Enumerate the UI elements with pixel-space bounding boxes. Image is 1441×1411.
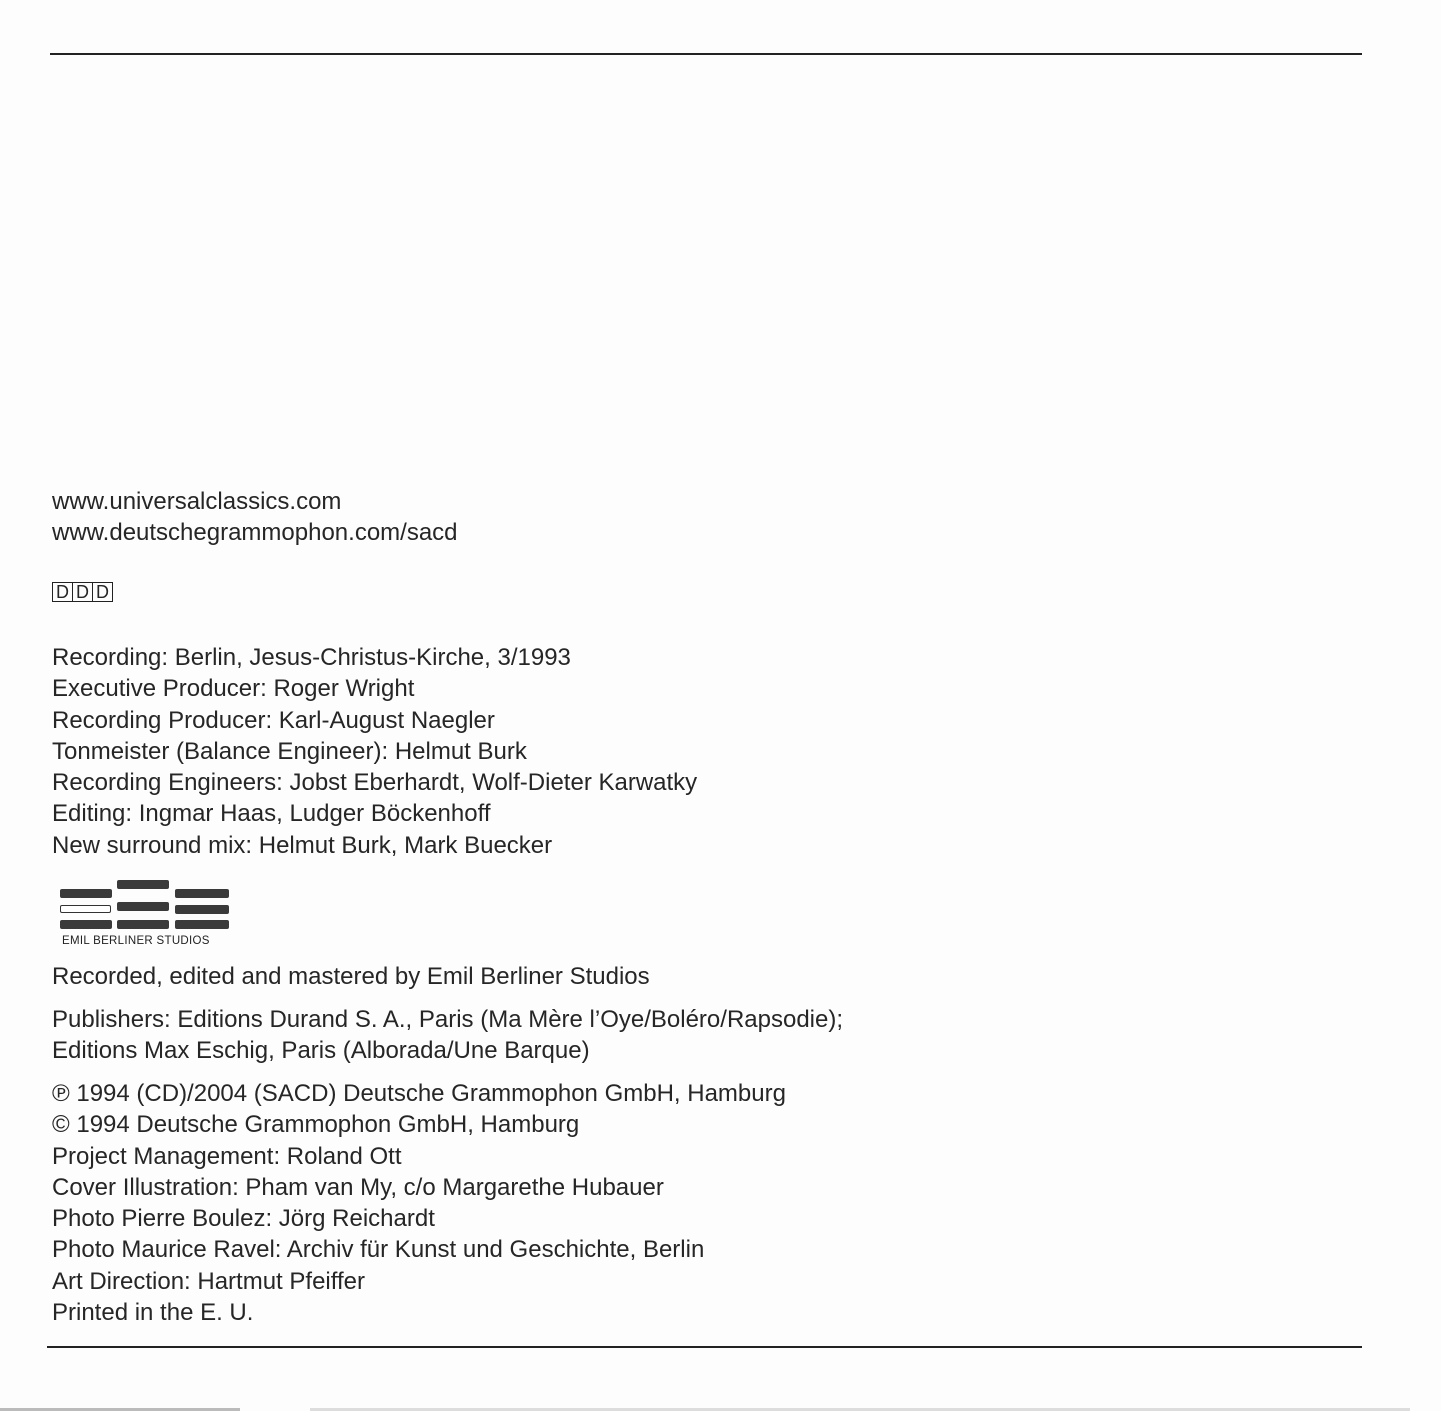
link-universalclassics[interactable]: www.universalclassics.com (52, 488, 342, 515)
credit-line: Tonmeister (Balance Engineer): Helmut Burk (52, 737, 527, 765)
link-deutschegrammophon[interactable]: www.deutschegrammophon.com/sacd (52, 519, 458, 547)
publisher-line: Editions Max Eschig, Paris (Alborada/Une Barque) (52, 1037, 590, 1065)
logo-label: EMIL BERLINER STUDIOS (62, 935, 210, 947)
rights-line: Cover Illustration: Pham van My, c/o Margarethe Hubauer (52, 1173, 664, 1201)
studio-credit-text: Recorded, edited and mastered by Emil Berliner Studios (52, 963, 650, 990)
credit-line: Recording Producer: Karl-August Naegler (52, 706, 495, 734)
credit-line: New surround mix: Helmut Burk, Mark Buecker (52, 831, 553, 859)
studio-credit (52, 961, 650, 992)
recording-credits (52, 642, 697, 861)
spars-letter: D (73, 583, 93, 601)
rights-and-credits (52, 1078, 786, 1328)
publishers (52, 1004, 843, 1067)
credit-line: Recording Engineers: Jobst Eberhardt, Wolf-Dieter Karwatky (52, 769, 698, 797)
rights-line: Photo Pierre Boulez: Jörg Reichardt (52, 1205, 435, 1233)
publisher-line: Publishers: Editions Durand S. A., Paris (Ma Mère l’Oye/Boléro/Rapsodie); (52, 1006, 844, 1033)
rights-line: Photo Maurice Ravel: Archiv für Kunst und Geschichte, Berlin (52, 1236, 705, 1264)
rights-line: Project Management: Roland Ott (52, 1142, 402, 1170)
spars-letter: D (53, 583, 73, 601)
spars-code-badge (52, 582, 113, 602)
rights-line: Printed in the E. U. (52, 1299, 254, 1327)
credit-line: Executive Producer: Roger Wright (52, 675, 415, 703)
rights-line: ℗ 1994 (CD)/2004 (SACD) Deutsche Grammophon GmbH, Hamburg (52, 1080, 786, 1107)
spars-letter: D (96, 582, 109, 602)
credit-line: Recording: Berlin, Jesus-Christus-Kirche, 3/1993 (52, 644, 571, 671)
website-links (52, 486, 458, 549)
top-rule (50, 53, 1362, 55)
credit-line: Editing: Ingmar Haas, Ludger Böckenhoff (52, 800, 491, 828)
bottom-rule (47, 1346, 1362, 1348)
emil-berliner-studios-logo (60, 878, 230, 950)
rights-line: © 1994 Deutsche Grammophon GmbH, Hamburg (52, 1111, 580, 1139)
rights-line: Art Direction: Hartmut Pfeiffer (52, 1267, 365, 1295)
